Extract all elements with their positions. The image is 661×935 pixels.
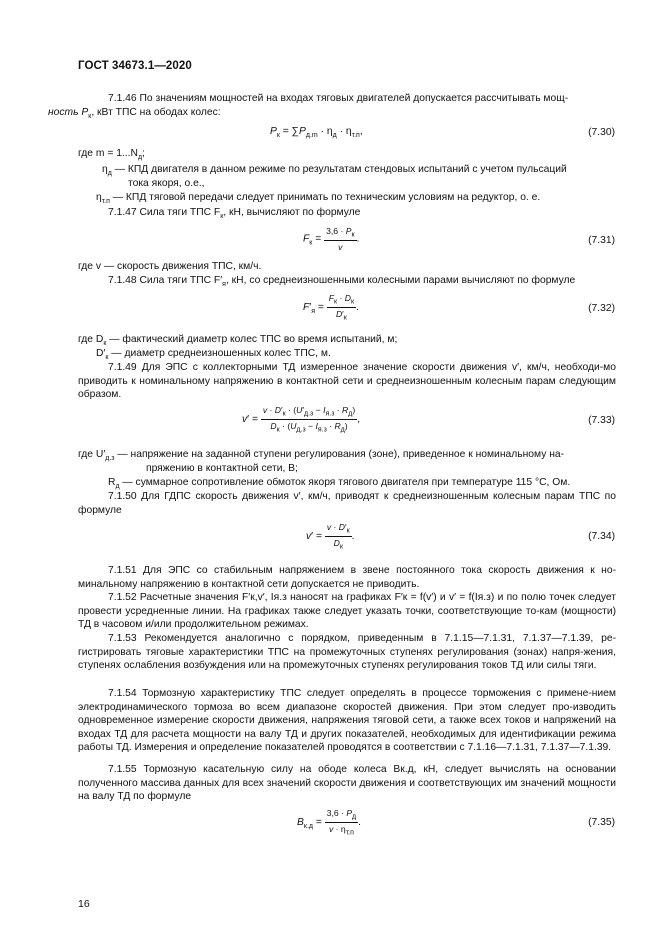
- formula-number: (7.33): [588, 415, 615, 426]
- where-v: где v — скорость движения ТПС, км/ч.: [78, 261, 262, 272]
- where-rd: $R_д$ — суммарное сопротивление обмоток якоря тягового двигателя при температуре 115 °С, Ом.: [108, 477, 571, 491]
- where-eta-d-cont: тока якоря, о.е.,: [128, 178, 205, 189]
- formula-number: (7.35): [588, 817, 615, 828]
- paragraph-7-1-55: 7.1.55 Тормозную касательную силу на ободе колеса Bк.д, кН, следует вычислять на основании полученного массива данных для всех значений скорости движения и соответствующих им значений мощности на валу ТД по формуле: [78, 764, 616, 803]
- formula-7-31: $F_к$ = $\frac{3,6 \cdot P_к}{v}$ .: [303, 226, 360, 252]
- paragraph-7-1-51: 7.1.51 Для ЭПС со стабильным напряжением в звене постоянного тока скорость движения к но-минальному напряжению в контактной сети допускается не приводить.: [78, 565, 616, 590]
- formula-number: (7.34): [588, 531, 615, 542]
- formula-7-35: $B_{к.д}$ = $\frac{3,6 \cdot P_д}{v \cdot \eta_{т.п}}$ .: [297, 808, 362, 837]
- paragraph-7-1-53: 7.1.53 Рекомендуется аналогично с порядком, приведенным в 7.1.15—7.1.31, 7.1.37—7.1.39, ре-гистрировать тяговые характеристики ТПС на промежуточных ступенях регулирования (зонах) напря-жения, ступенях ослабления возбуждения или на промежуточных ступенях регулирования токов ТД или силы тяги.: [78, 633, 616, 672]
- where-u-dz: где $U'_{д.з}$ — напряжение на заданной ступени регулирования (зоне), приведенное к номинальному на-: [78, 449, 565, 463]
- where-eta-tp: $\eta_{т.п}$ — КПД тяговой передачи следует принимать по техническим условиям на редуктор, о. е.: [96, 192, 541, 206]
- where-m: где $m = 1...N_д$;: [78, 148, 145, 162]
- paragraph-7-1-46: 7.1.46 По значениям мощностей на входах тяговых двигателей допускается рассчитывать мощ- ность $P_к$, кВт ТПС на ободах колес:: [48, 93, 569, 120]
- formula-7-32: $F'_я$ = $\frac{F_к \cdot D_к}{D'_к}$ .: [303, 293, 359, 322]
- paragraph-7-1-49: 7.1.49 Для ЭПС с коллекторными ТД измеренное значение скорости движения v′, км/ч, необходи-мо приводить к номинальному напряжению в контактной сети и среднеизношенным колесным парам следующим образом.: [78, 362, 616, 401]
- page-number: 16: [78, 898, 90, 910]
- where-eta-d: $\eta_д$ — КПД двигателя в данном режиме по результатам стендовых испытаний с учетом пульсаций: [102, 164, 567, 178]
- paragraph-7-1-50: 7.1.50 Для ГДПС скорость движения v′, км/ч, приводят к среднеизношенным колесным парам ТПС по формуле: [78, 491, 616, 516]
- paragraph-7-1-47: 7.1.47 Сила тяги ТПС $F_к$, кН, вычисляют по формуле: [108, 207, 361, 221]
- where-u-dz-cont: пряжению в контактной сети, В;: [146, 463, 298, 474]
- formula-7-33: v′ = $\frac{v \cdot D'_к \cdot (U'_{д.з} - I_{я.з} \cdot R_д)}{D_к \cdot (U_{д.з} - I_{я.з} \cdot R_д)}$ ,: [242, 405, 361, 434]
- page-header: ГОСТ 34673.1—2020: [78, 60, 192, 72]
- formula-number: (7.32): [588, 303, 615, 314]
- formula-number: (7.30): [588, 127, 615, 138]
- paragraph-7-1-48: 7.1.48 Сила тяги ТПС $F'_я$, кН, со среднеизношенными колесными парами вычисляют по формуле: [108, 275, 576, 289]
- formula-7-34: v′ = $\frac{v \cdot D'_к}{D_к}$ .: [306, 522, 355, 551]
- formula-number: (7.31): [588, 235, 615, 246]
- where-dk-prime: $D'_к$ — диаметр среднеизношенных колес ТПС, м.: [96, 348, 331, 362]
- formula-7-30: $P_к = \sum P_{д.m} \cdot \eta_д \cdot \eta_{т.п}$,: [270, 126, 363, 140]
- paragraph-7-1-52: 7.1.52 Расчетные значения F′к,v′, Iя.з наносят на графиках F′к = f(v′) и v′ = f(Iя.з) и по полю точек следует провести усредненные линии. На графиках также следует указать точки, соответствующие то-кам (мощности) ТД в часовом и/или продолжительном режимах.: [78, 592, 616, 631]
- paragraph-7-1-54: 7.1.54 Тормозную характеристику ТПС следует определять в процессе торможения с примене-нием электродинамического тормоза во всем диапазоне скоростей движения. При этом следует про-изводить одновременное измерение скорости движения, напряжения тяговой сети, а также всех токов и напряжений на входах ТД для расчета мощности на валу ТД и других показателей, необходимых для идентификации режима работы ТД. Измерения и определение показателей проводятся в соответствии с 7.1.16—7.1.31, 7.1.37—7.1.39.: [78, 688, 616, 754]
- where-dk: где $D_к$ — фактический диаметр колес ТПС во время испытаний, м;: [78, 334, 398, 348]
